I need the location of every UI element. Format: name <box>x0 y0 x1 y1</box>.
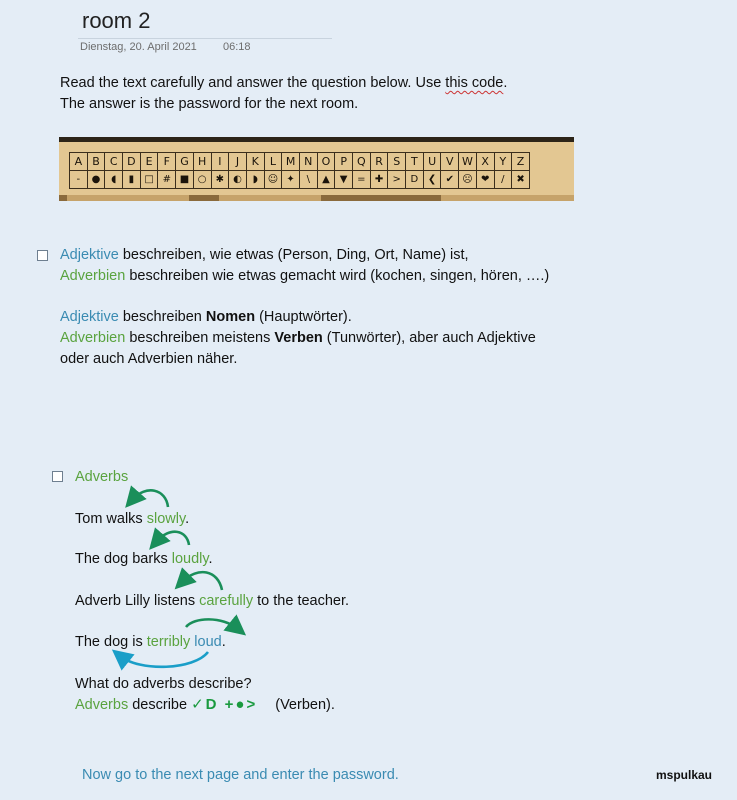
page-time: 06:18 <box>223 41 251 53</box>
para3-text: beschreiben meistens <box>125 330 275 346</box>
cipher-symbol-cell: ✦ <box>282 171 300 189</box>
adverb-slowly: slowly <box>146 511 186 527</box>
adverb-loudly: loudly <box>171 551 209 567</box>
cipher-symbol-cell: ❤ <box>476 171 494 189</box>
cipher-symbol-cell: ❮ <box>423 171 441 189</box>
cipher-symbol-cell: - <box>70 171 88 189</box>
cipher-symbol-cell: ▮ <box>123 171 141 189</box>
cipher-letter-cell: J <box>229 153 247 171</box>
cipher-symbol-cell: ◐ <box>229 171 247 189</box>
cipher-symbol-cell: \ <box>299 171 317 189</box>
cipher-letter-cell: B <box>87 153 105 171</box>
sentence-text: The dog is <box>75 634 147 650</box>
cipher-symbol-cell: ✚ <box>370 171 388 189</box>
footer-instruction: Now go to the next page and enter the password. <box>82 767 399 783</box>
para1-line2-text: beschreiben wie etwas gemacht wird (kochen, singen, hören, ….) <box>125 268 550 284</box>
answer-text: describe <box>128 697 192 713</box>
cipher-symbol-cell: ● <box>87 171 105 189</box>
term-adverbien: Adverbien <box>60 268 126 284</box>
cipher-symbol-cell: ✱ <box>211 171 229 189</box>
cipher-letter-cell: A <box>70 153 88 171</box>
cipher-symbol-cell: # <box>158 171 176 189</box>
cipher-letter-cell: Z <box>512 153 530 171</box>
page-title[interactable]: room 2 <box>82 8 151 33</box>
cipher-letter-cell: W <box>459 153 477 171</box>
cipher-letter-cell: R <box>370 153 388 171</box>
cipher-letter-cell: M <box>282 153 300 171</box>
term-adjektive: Adjektive <box>60 309 119 325</box>
cipher-symbol-cell: ☹ <box>459 171 477 189</box>
ink-arrow-loud-to-is <box>120 652 208 667</box>
cipher-letter-cell: Y <box>494 153 512 171</box>
sentence-end: . <box>221 634 226 650</box>
cipher-symbol-cell: ○ <box>193 171 211 189</box>
cipher-symbol-cell: ■ <box>176 171 194 189</box>
cipher-symbol-cell: ✔ <box>441 171 459 189</box>
cipher-letter-cell: T <box>406 153 424 171</box>
sentence-text: Tom walks <box>75 511 147 527</box>
cipher-letter-cell: H <box>193 153 211 171</box>
cipher-letter-cell: X <box>476 153 494 171</box>
adverbs-heading: Adverbs <box>75 469 129 485</box>
question-line: What do adverbs describe? <box>75 676 252 692</box>
sentence-end: . <box>185 511 190 527</box>
para2-text-end: (Hauptwörter). <box>255 309 352 325</box>
brand-watermark: mspulkau <box>656 768 713 782</box>
cipher-letter-cell: K <box>246 153 264 171</box>
cipher-letter-cell: O <box>317 153 335 171</box>
intro-line1-post: . <box>503 75 508 91</box>
adverb-terribly: terribly <box>146 634 191 650</box>
cipher-symbol-cell: □ <box>140 171 158 189</box>
cipher-symbol-cell: ◗ <box>246 171 264 189</box>
term-adjektive: Adjektive <box>60 247 119 263</box>
term-nomen: Nomen <box>205 309 256 325</box>
cipher-symbol-cell: > <box>388 171 406 189</box>
ink-arrow-slowly <box>132 490 168 507</box>
cipher-letter-cell: G <box>176 153 194 171</box>
cipher-symbol-cell: / <box>494 171 512 189</box>
adverb-carefully: carefully <box>199 593 254 609</box>
para2-text: beschreiben <box>118 309 206 325</box>
cipher-letter-cell: U <box>423 153 441 171</box>
term-adverbien: Adverbien <box>60 330 126 346</box>
para3-line2: oder auch Adverbien näher. <box>60 351 238 367</box>
cipher-letter-cell: D <box>123 153 141 171</box>
cipher-symbol-cell: ✖ <box>512 171 530 189</box>
cipher-letter-cell: Q <box>353 153 371 171</box>
para1-line1-text: beschreiben, wie etwas (Person, Ding, Ort, Name) ist, <box>118 247 469 263</box>
para3-text-end: (Tunwörter), aber auch Adjektive <box>322 330 536 346</box>
answer-verben: (Verben). <box>275 697 335 713</box>
ink-arrow-terribly-to-loud <box>186 619 238 629</box>
sentence-text: Adverb Lilly listens <box>75 593 200 609</box>
cipher-symbol-cell: D <box>406 171 424 189</box>
cipher-letter-cell: N <box>299 153 317 171</box>
intro-line2: The answer is the password for the next room. <box>60 96 359 112</box>
cipher-letter-cell: I <box>211 153 229 171</box>
cipher-letter-cell: E <box>140 153 158 171</box>
term-adverbs: Adverbs <box>75 697 129 713</box>
this-code-link[interactable]: this code <box>445 75 504 91</box>
sentence-end: . <box>208 551 213 567</box>
cipher-letter-cell: L <box>264 153 282 171</box>
sentence-text: The dog barks <box>75 551 172 567</box>
term-verben: Verben <box>274 330 323 346</box>
page-date: Dienstag, 20. April 2021 <box>80 41 197 53</box>
cipher-symbol-cell: = <box>353 171 371 189</box>
intro-line1-pre: Read the text carefully and answer the question below. Use <box>60 75 446 91</box>
ink-arrow-loudly <box>156 532 189 545</box>
cipher-letter-cell: S <box>388 153 406 171</box>
cipher-symbol-cell: ▲ <box>317 171 335 189</box>
cipher-letter-cell: V <box>441 153 459 171</box>
cipher-symbol-cell: ◖ <box>105 171 123 189</box>
sentence-end: to the teacher. <box>253 593 350 609</box>
ink-arrow-carefully <box>182 572 222 590</box>
handwritten-code-answer: ✓D +●> <box>191 696 258 713</box>
cipher-letter-cell: P <box>335 153 353 171</box>
cipher-symbol-cell: ▼ <box>335 171 353 189</box>
cipher-letter-cell: C <box>105 153 123 171</box>
adjective-loud: loud <box>194 634 222 650</box>
cipher-symbol-cell: ☺ <box>264 171 282 189</box>
cipher-letter-cell: F <box>158 153 176 171</box>
